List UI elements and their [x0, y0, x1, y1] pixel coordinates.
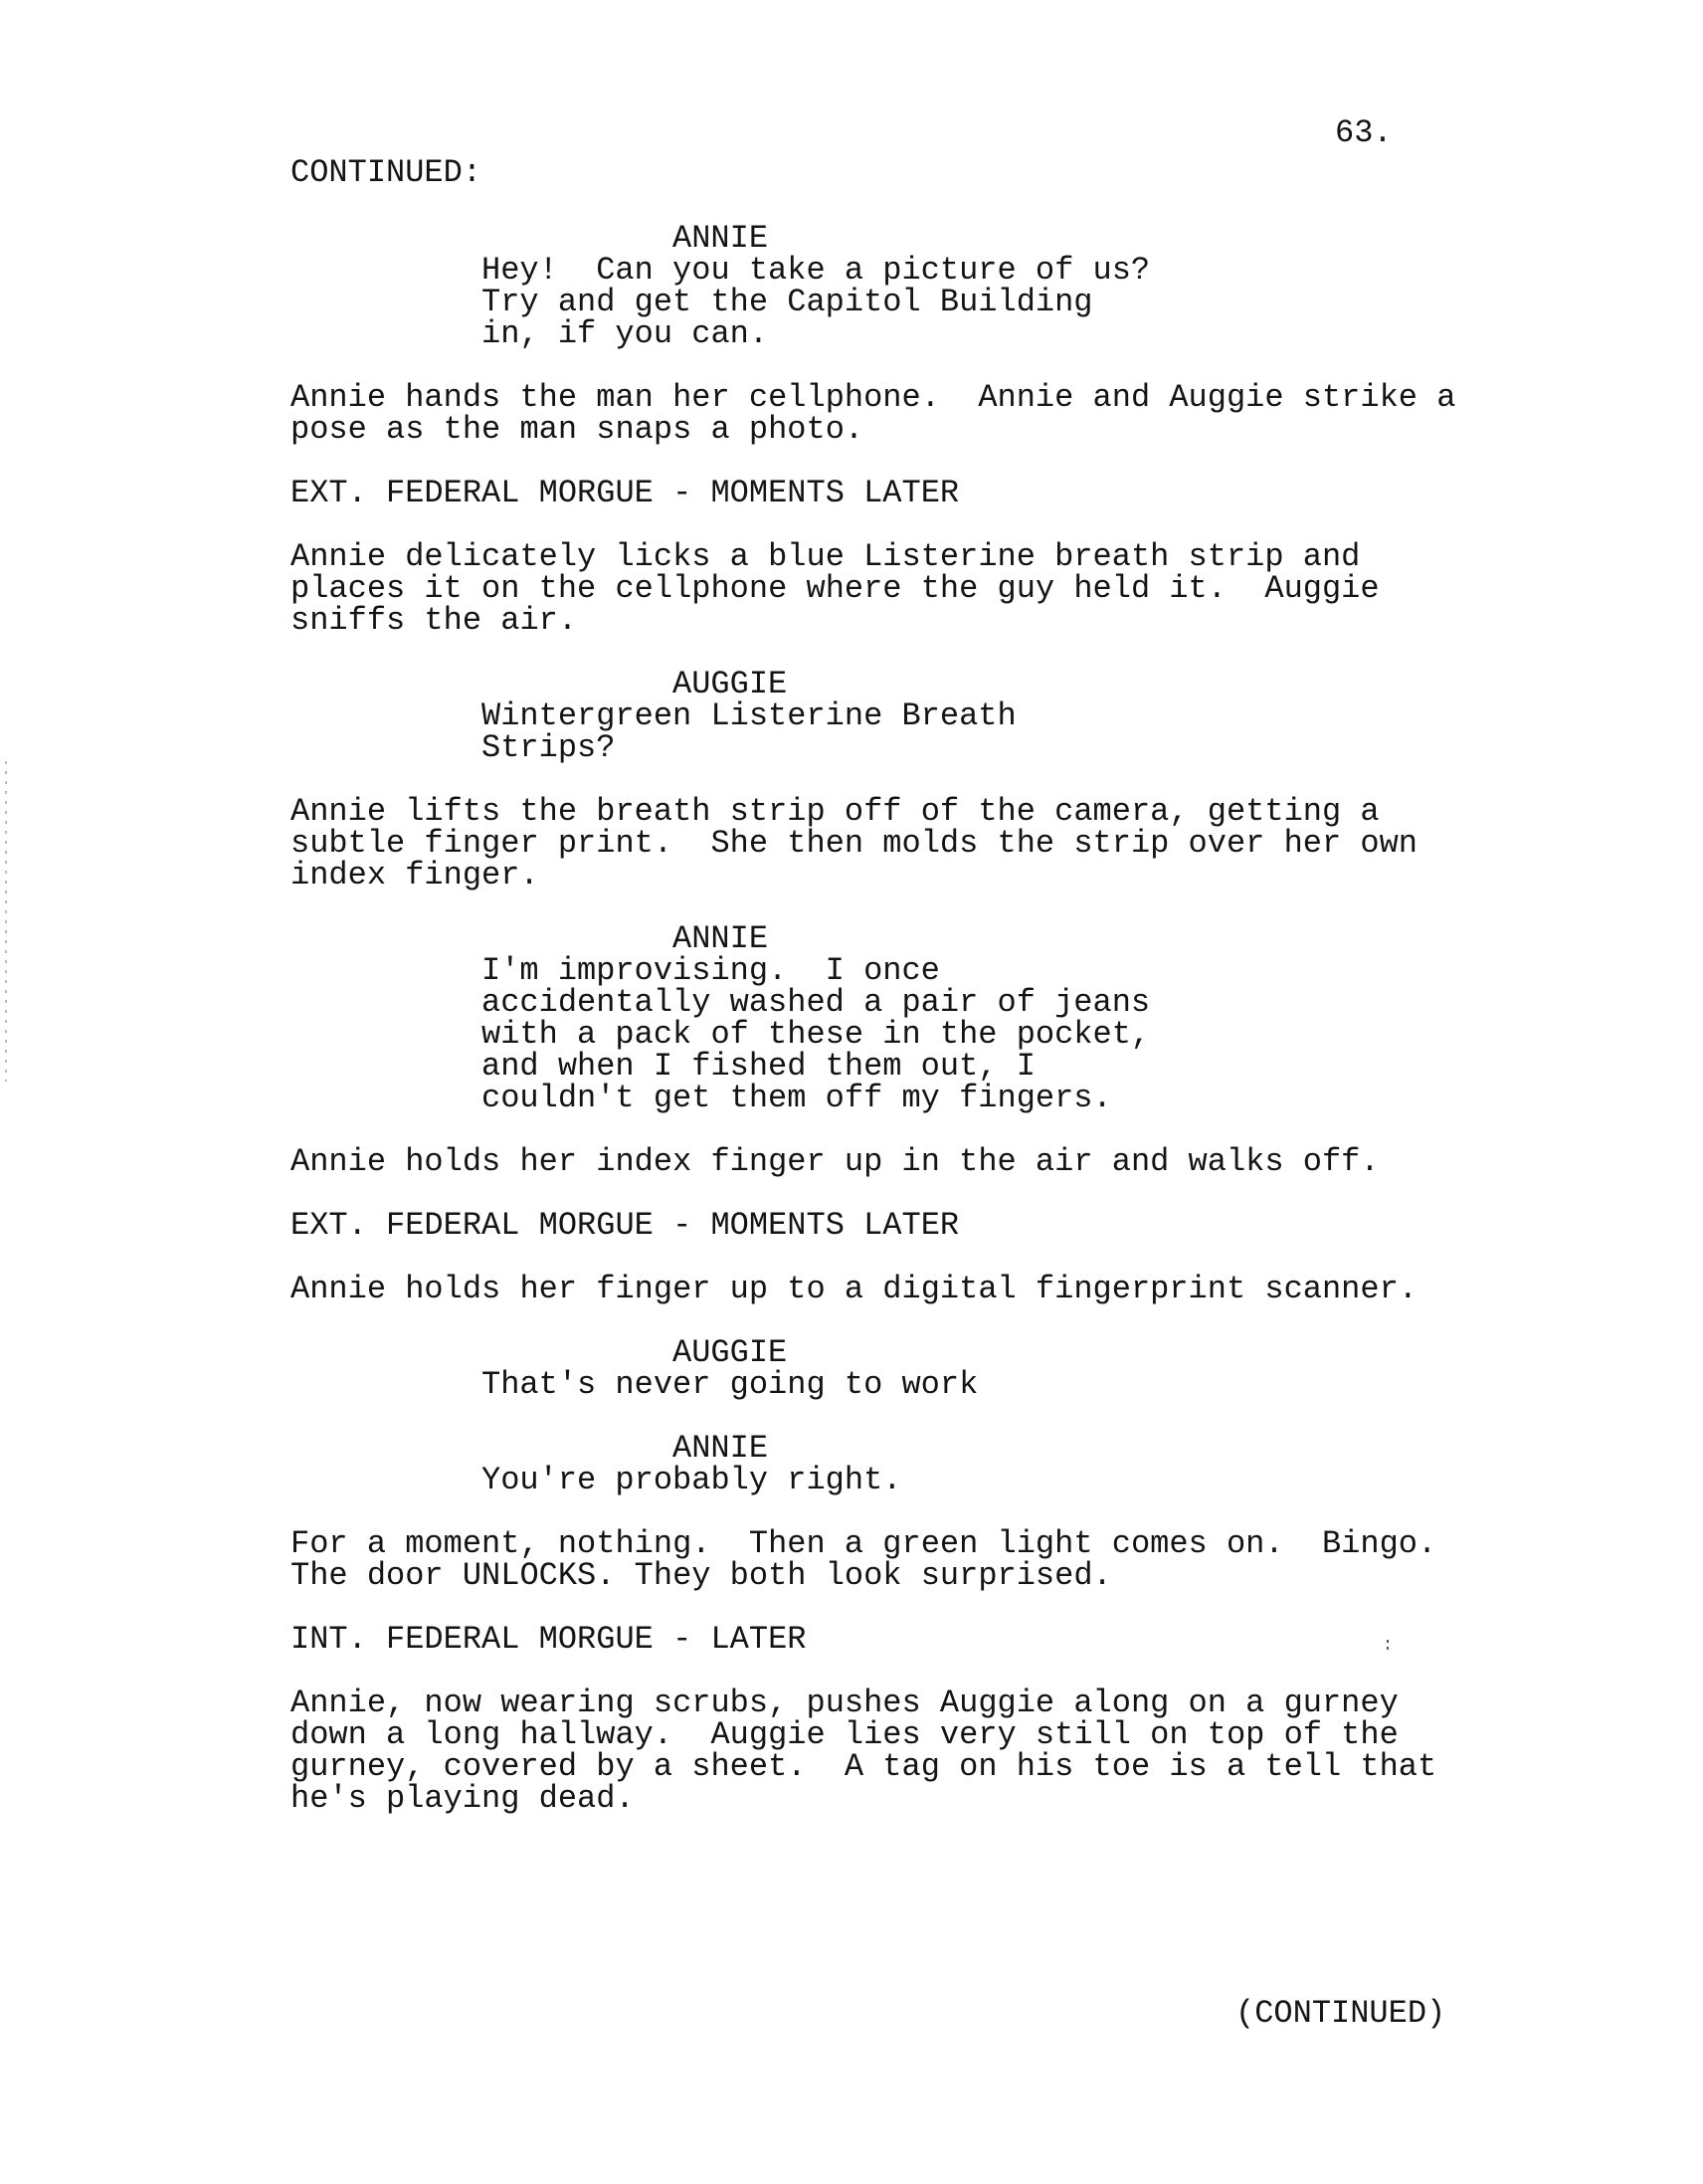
scan-edge-marks	[5, 761, 7, 1082]
dialogue-line: couldn't get them off my fingers.	[481, 1080, 1112, 1116]
scene-heading: EXT. FEDERAL MORGUE - MOMENTS LATER	[290, 1207, 960, 1244]
dialogue-line: I'm improvising. I once	[481, 952, 940, 989]
action-line: Annie hands the man her cellphone. Annie and Auggie strike a	[290, 379, 1456, 416]
dialogue-line: in, if you can.	[481, 315, 769, 352]
character-name: AUGGIE	[672, 1334, 788, 1371]
action-line: sniffs the air.	[290, 602, 578, 639]
action-line: Annie lifts the breath strip off of the camera, getting a	[290, 793, 1380, 830]
action-line: down a long hallway. Auggie lies very still on top of the	[290, 1716, 1399, 1753]
dialogue-line: You're probably right.	[481, 1462, 902, 1498]
dialogue-line: and when I fished them out, I	[481, 1048, 1036, 1085]
dialogue-line: Wintergreen Listerine Breath	[481, 697, 1017, 734]
dialogue-line: That's never going to work	[481, 1366, 979, 1403]
action-line: subtle finger print. She then molds the strip over her own	[290, 825, 1418, 862]
dialogue-line: Try and get the Capitol Building	[481, 284, 1093, 320]
revision-mark	[1387, 1640, 1389, 1654]
action-line: For a moment, nothing. Then a green light comes on. Bingo.	[290, 1525, 1437, 1562]
action-line: Annie delicately licks a blue Listerine breath strip and	[290, 538, 1361, 575]
action-line: places it on the cellphone where the guy held it. Auggie	[290, 570, 1380, 607]
action-line: he's playing dead.	[290, 1780, 635, 1817]
character-name: AUGGIE	[672, 666, 788, 702]
action-line: Annie holds her finger up to a digital fingerprint scanner.	[290, 1271, 1418, 1307]
character-name: ANNIE	[672, 920, 769, 957]
action-line: Annie holds her index finger up in the air and walks off.	[290, 1143, 1380, 1180]
character-name: ANNIE	[672, 220, 769, 257]
character-name: ANNIE	[672, 1430, 769, 1467]
action-line: The door UNLOCKS. They both look surprised.	[290, 1557, 1112, 1594]
scene-heading: EXT. FEDERAL MORGUE - MOMENTS LATER	[290, 475, 960, 511]
action-line: index finger.	[290, 857, 539, 893]
continued-footer: (CONTINUED)	[1235, 1995, 1446, 2032]
action-line: Annie, now wearing scrubs, pushes Auggie along on a gurney	[290, 1685, 1399, 1721]
continued-header: CONTINUED:	[290, 154, 482, 191]
action-line: gurney, covered by a sheet. A tag on his toe is a tell that	[290, 1748, 1437, 1785]
scene-heading: INT. FEDERAL MORGUE - LATER	[290, 1621, 807, 1658]
page-number: 63.	[1335, 114, 1393, 151]
action-line: pose as the man snaps a photo.	[290, 411, 864, 448]
dialogue-line: with a pack of these in the pocket,	[481, 1016, 1151, 1053]
dialogue-line: accidentally washed a pair of jeans	[481, 984, 1151, 1021]
dialogue-line: Strips?	[481, 729, 616, 766]
dialogue-line: Hey! Can you take a picture of us?	[481, 252, 1151, 289]
